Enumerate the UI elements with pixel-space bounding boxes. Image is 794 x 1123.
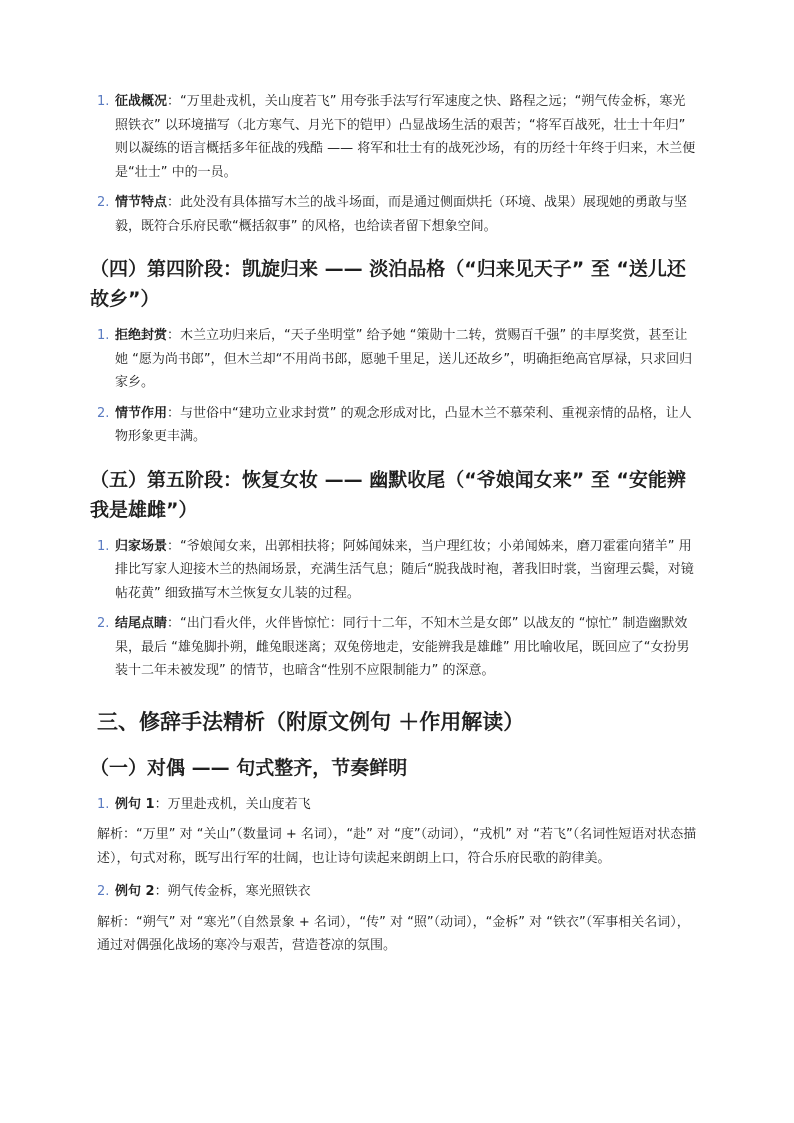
list-number: 1. [97, 796, 110, 812]
list-item [97, 612, 698, 683]
subsection-heading-1: （一）对偶 —— 句式整齐，节奏鲜明 [90, 756, 408, 779]
stage5-list [97, 535, 698, 683]
item-text: ：朔气传金柝，寒光照铁衣 [154, 884, 311, 899]
list-item [97, 880, 698, 904]
list-number: 1. [97, 328, 110, 343]
list-number: 2. [97, 616, 110, 631]
item-lead: 归家场景 [115, 538, 168, 554]
list-item [97, 402, 698, 449]
list-item [97, 535, 698, 606]
item-text: ：木兰立功归来后，“天子坐明堂” 给予她 “策勋十二转，赏赐百千强” 的丰厚奖赏，甚至让她 “愿为尚书郎”，但木兰却“不用尚书郎，愿驰千里足，送儿还故乡”，明确拒绝高官厚禄，只求回归家乡。 [115, 328, 693, 390]
item-text: ：此处没有具体描写木兰的战斗场面，而是通过侧面烘托（环境、战果）展现她的勇敢与坚毅，既符合乐府民歌“概括叙事” 的风格，也给读者留下想象空间。 [115, 195, 688, 234]
item-lead: 征战概况 [115, 94, 168, 109]
item-lead: 结尾点睛 [115, 616, 168, 631]
item-lead: 拒绝封赏 [115, 328, 168, 343]
item-text: ：“出门看火伴，火伴皆惊忙：同行十二年，不知木兰是女郎” 以战友的 “惊忙” 制造幽默效果，最后 “雄兔脚扑朔，雌兔眼迷离；双兔傍地走，安能辨我是雄雌” 用比喻收尾，既回应了“女扮男装十二年未被发现” 的情节，也暗含“性别不应限制能力” 的深意。 [115, 616, 690, 678]
item-text: ：“爷娘闻女来，出郭相扶将；阿姊闻妹来，当户理红妆；小弟闻姊来，磨刀霍霍向猪羊” 用排比写家人迎接木兰的热闹场景，充满生活气息；随后“脱我战时袍，著我旧时裳，当窗理云鬓，对镜帖花黄” 细致描写木兰恢复女儿装的过程。 [115, 538, 694, 601]
item-lead: 例句 1 [115, 796, 155, 812]
list-item [97, 324, 698, 395]
analysis-paragraph-1: 解析：“万里” 对 “关山”（数量词 + 名词），“赴” 对 “度”（动词），“戎机” 对 “若飞”（名词性短语对状态描述），句式对称，既写出行军的壮阔，也让诗句读起来朗朗上口，符合乐府民歌的韵律美。 [97, 827, 697, 866]
list-number: 2. [97, 884, 110, 899]
item-text: ：万里赴戎机，关山度若飞 [154, 796, 311, 812]
item-lead: 情节作用 [115, 405, 168, 421]
list-number: 1. [97, 538, 110, 554]
part-heading-3: 三、修辞手法精析（附原文例句 ＋作用解读） [97, 709, 525, 734]
list-item [97, 793, 698, 817]
analysis-paragraph-2: 解析：“朔气” 对 “寒光”（自然景象 + 名词），“传” 对 “照”（动词），“金柝” 对 “铁衣”（军事相关名词），通过对偶强化战场的寒冷与艰苦，营造苍凉的氛围。 [97, 914, 690, 953]
item-lead: 情节特点 [115, 195, 168, 210]
section-heading-4: （四）第四阶段：凯旋归来 —— 淡泊品格（“归来见天子” 至 “送儿还故乡”） [90, 258, 686, 310]
item-text: ：与世俗中“建功立业求封赏” 的观念形成对比，凸显木兰不慕荣利、重视亲情的品格，让人物形象更丰满。 [115, 405, 692, 444]
list-item [97, 191, 698, 238]
stage4-list [97, 324, 698, 449]
section-heading-5: （五）第五阶段：恢复女妆 —— 幽默收尾（“爷娘闻女来” 至 “安能辨我是雄雌”） [90, 468, 686, 521]
battle-summary-list [97, 90, 698, 238]
example-1-list [97, 793, 698, 817]
list-number: 1. [97, 94, 110, 109]
item-lead: 例句 2 [115, 884, 155, 899]
example-2-list [97, 880, 698, 904]
item-text: ：“万里赴戎机，关山度若飞” 用夸张手法写行军速度之快、路程之远；“朔气传金柝，寒光照铁衣” 以环境描写（北方寒气、月光下的铠甲）凸显战场生活的艰苦；“将军百战死，壮士十年归” 则以凝练的语言概括多年征战的残酷 —— 将军和壮士有的战死沙场，有的历经十年终于归来，木兰便是“壮士” 中的一员。 [115, 94, 696, 180]
list-number: 2. [97, 405, 110, 421]
list-item [97, 90, 698, 184]
list-number: 2. [97, 195, 110, 210]
